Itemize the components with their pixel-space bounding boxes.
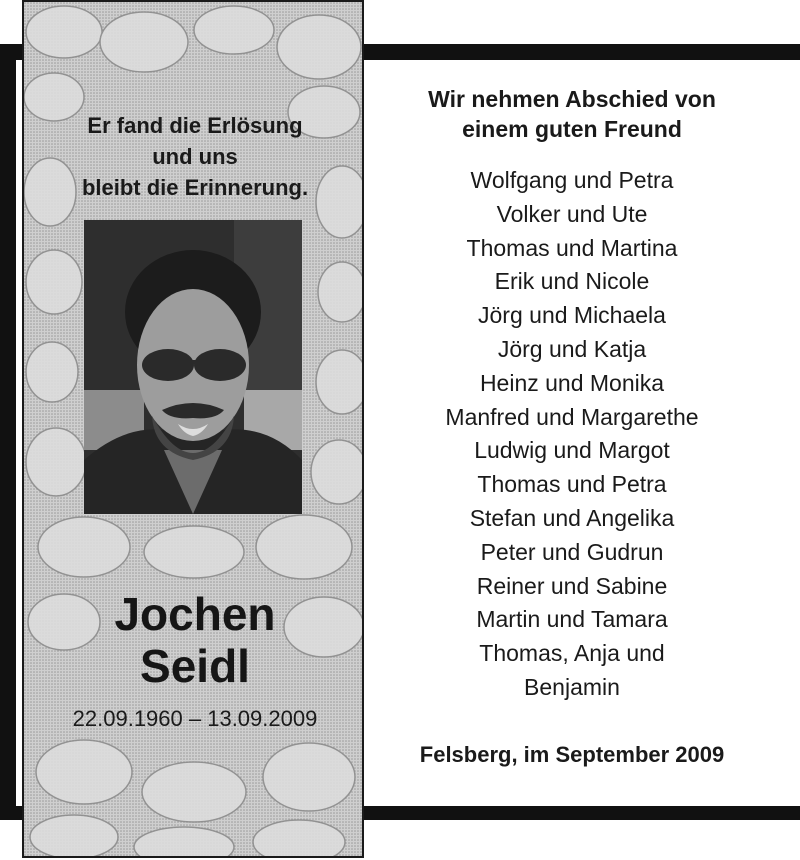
- mourner-name: Martin und Tamara: [476, 606, 668, 633]
- mourner-name: Thomas und Martina: [466, 234, 678, 261]
- stone-memorial-column: [22, 0, 364, 858]
- mourner-name: Wolfgang und Petra: [470, 167, 674, 193]
- portrait-illustration: [84, 220, 302, 514]
- mourner-name: Ludwig und Margot: [474, 437, 670, 464]
- farewell-heading: [364, 84, 780, 144]
- mourner-name: Peter und Gudrun: [480, 538, 664, 565]
- heading-line: einem guten Freund: [462, 116, 682, 142]
- mourner-name: Thomas, Anja und: [479, 640, 665, 667]
- mourner-name: Reiner und Sabine: [476, 572, 668, 599]
- mourners-panel: [364, 60, 784, 806]
- place-and-date: Felsberg, im September 2009: [419, 742, 725, 767]
- quote-line: Er fand die Erlösung: [87, 113, 303, 138]
- mourner-name: Stefan und Angelika: [469, 504, 675, 531]
- heading-line: Wir nehmen Abschied von: [428, 86, 716, 112]
- portrait-photo: [84, 220, 302, 514]
- mourner-name: Jörg und Katja: [497, 335, 647, 362]
- mourner-name: Erik und Nicole: [494, 268, 650, 295]
- mourner-name: Jörg und Michaela: [478, 302, 666, 329]
- mourner-names-list: [364, 164, 780, 705]
- mourner-name: Volker und Ute: [496, 200, 648, 227]
- quote-line: bleibt die Erinnerung.: [81, 175, 309, 200]
- memorial-quote: [24, 110, 364, 203]
- life-dates: 22.09.1960 – 13.09.2009: [72, 706, 318, 731]
- mourner-name: Benjamin: [524, 673, 620, 700]
- last-name: Seidl: [140, 640, 250, 692]
- deceased-name: [24, 588, 364, 692]
- mourner-name: Thomas und Petra: [477, 471, 667, 498]
- mourner-name: Manfred und Margarethe: [445, 403, 699, 430]
- mourner-name: Heinz und Monika: [479, 369, 665, 396]
- first-name: Jochen: [114, 588, 276, 640]
- quote-line: und uns: [152, 144, 238, 169]
